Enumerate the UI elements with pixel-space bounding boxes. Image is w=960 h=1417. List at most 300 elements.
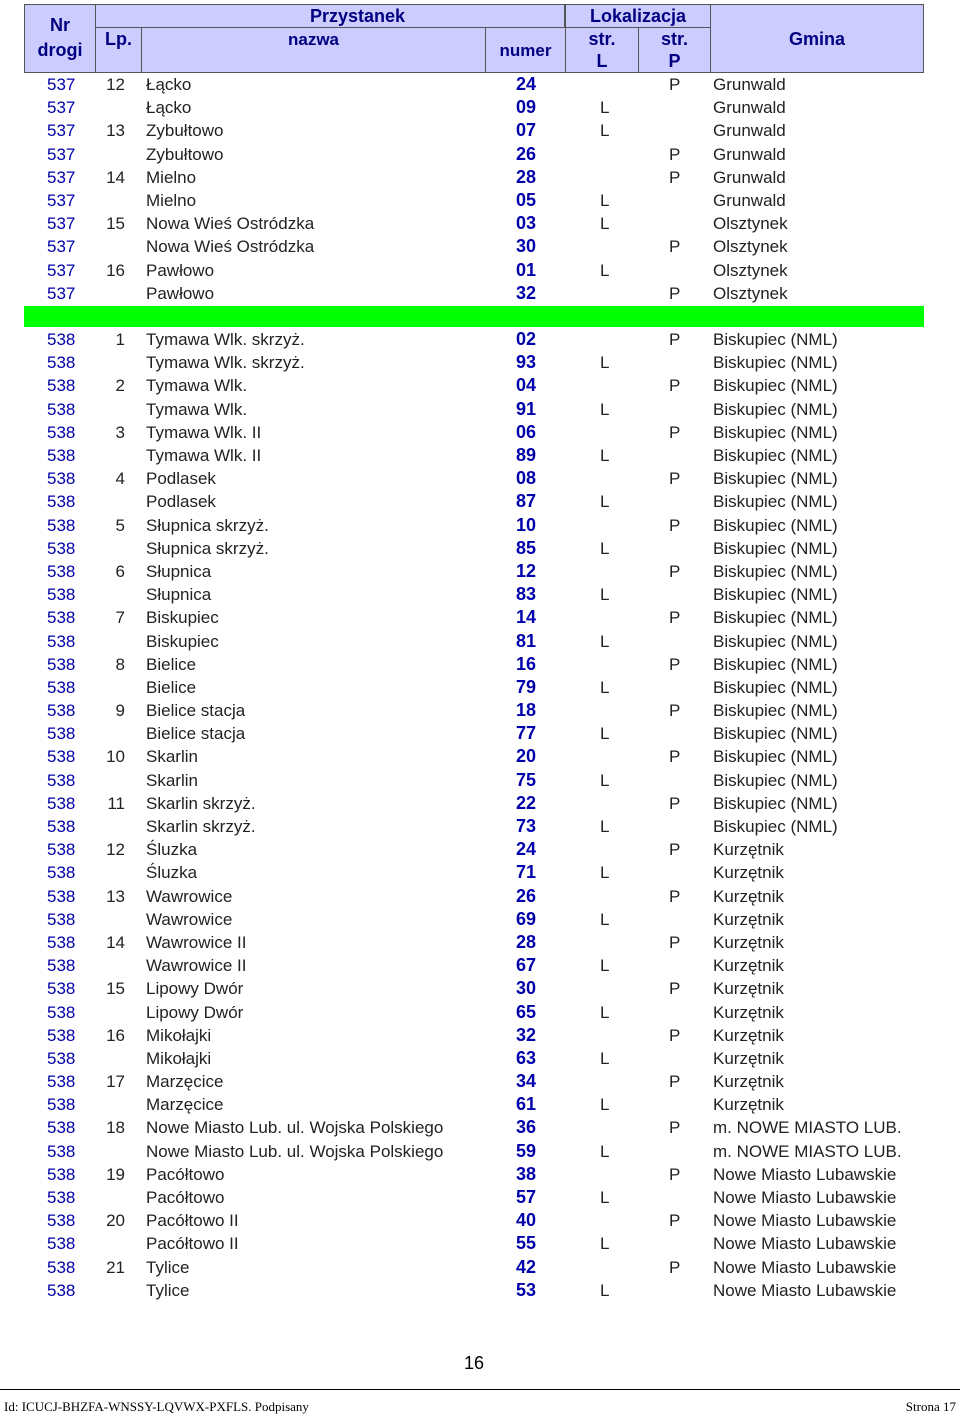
stop-number: 42 <box>516 1256 537 1277</box>
commune-name: Grunwald <box>713 167 786 187</box>
commune-name: Nowe Miasto Lubawskie <box>713 1188 897 1207</box>
road-number: 538 <box>47 817 76 836</box>
road-number: 538 <box>47 909 76 929</box>
table-row <box>0 374 960 397</box>
road-number: 538 <box>47 469 76 489</box>
table-row <box>0 514 960 537</box>
table-row <box>0 490 960 513</box>
road-number: 538 <box>47 1048 76 1068</box>
table-row <box>0 444 960 467</box>
side-left: L <box>600 585 610 605</box>
stop-lp: 15 <box>106 214 125 234</box>
stop-number: 10 <box>516 514 537 535</box>
stop-name: Lipowy Dwór <box>146 1002 244 1022</box>
stop-name: Tymawa Wlk. <box>146 376 248 396</box>
stop-lp: 15 <box>106 979 125 999</box>
stop-name: Nowa Wieś Ostródzka <box>146 214 315 234</box>
stop-number: 75 <box>516 769 537 790</box>
side-right: P <box>669 283 681 303</box>
stop-number: 03 <box>516 213 537 234</box>
side-right: P <box>669 608 681 628</box>
table-row <box>0 467 960 490</box>
commune-name: Grunwald <box>713 98 786 118</box>
road-number: 538 <box>47 1002 76 1022</box>
stop-number: 59 <box>516 1140 537 1161</box>
table-row <box>0 351 960 374</box>
commune-name: Biskupiec (NML) <box>713 399 838 419</box>
table-row <box>0 815 960 838</box>
stop-lp: 19 <box>106 1164 125 1184</box>
commune-name: Kurzętnik <box>713 863 784 883</box>
side-left: L <box>600 538 610 558</box>
commune-name: Biskupiec (NML) <box>713 608 838 628</box>
stop-name: Zybułtowo <box>146 144 224 164</box>
commune-name: Biskupiec (NML) <box>713 724 838 744</box>
commune-name: Kurzętnik <box>713 909 784 929</box>
road-number: 538 <box>47 585 76 605</box>
stop-name: Mikołajki <box>146 1048 212 1068</box>
stop-name: Słupnica <box>146 561 212 581</box>
commune-name: Nowe Miasto Lubawskie <box>713 1211 897 1231</box>
footer-page-label: Strona 17 <box>905 1399 956 1414</box>
commune-name: Grunwald <box>713 144 786 164</box>
table-row <box>0 421 960 444</box>
stop-name: Nowe Miasto Lub. ul. Wojska Polskiego <box>146 1141 444 1161</box>
side-left: L <box>600 353 610 373</box>
stop-number: 69 <box>516 908 537 929</box>
stop-name: Mikołajki <box>146 1025 212 1045</box>
side-right: P <box>669 793 681 813</box>
stop-name: Nowa Wieś Ostródzka <box>146 237 315 257</box>
side-left: L <box>600 909 610 929</box>
table-row <box>0 653 960 676</box>
header-lp-label: Lp. <box>105 29 132 49</box>
stop-number: 65 <box>516 1001 537 1022</box>
commune-name: Biskupiec (NML) <box>713 515 838 535</box>
stop-name: Skarlin <box>146 747 198 767</box>
stop-name: Tymawa Wlk. II <box>146 422 262 442</box>
commune-name: Biskupiec (NML) <box>713 677 838 697</box>
commune-name: Kurzętnik <box>713 1072 784 1092</box>
commune-name: Olsztynek <box>713 283 788 303</box>
road-number: 538 <box>47 1095 76 1115</box>
stop-number: 61 <box>516 1094 537 1115</box>
side-left: L <box>600 631 610 651</box>
commune-name: Kurzętnik <box>713 1048 784 1068</box>
stop-lp: 18 <box>106 1118 125 1138</box>
header-numer-label: numer <box>499 41 552 60</box>
stop-lp: 13 <box>106 121 125 141</box>
table-header <box>0 0 960 72</box>
side-left: L <box>600 121 610 141</box>
stop-lp: 4 <box>115 469 125 489</box>
stop-number: 12 <box>516 560 537 581</box>
table-row <box>0 676 960 699</box>
stop-number: 71 <box>516 862 537 883</box>
table-row <box>0 1186 960 1209</box>
road-number: 538 <box>47 932 76 952</box>
stop-number: 89 <box>516 445 537 465</box>
side-left: L <box>600 1048 610 1068</box>
stop-name: Łącko <box>146 98 192 118</box>
table-row <box>0 328 960 351</box>
stop-lp: 16 <box>106 1025 125 1045</box>
side-left: L <box>600 1188 610 1207</box>
road-number: 538 <box>47 353 76 373</box>
road-number: 538 <box>47 1025 76 1045</box>
stop-number: 28 <box>516 931 537 952</box>
road-number: 538 <box>47 1234 76 1254</box>
road-number: 538 <box>47 770 76 790</box>
stop-name: Skarlin skrzyż. <box>146 817 256 836</box>
road-number: 538 <box>47 724 76 744</box>
table-row <box>0 1001 960 1024</box>
table-row <box>0 606 960 629</box>
header-str-p-label: str. <box>660 29 689 49</box>
table-row <box>0 212 960 235</box>
stop-number: 57 <box>516 1187 537 1207</box>
stop-lp: 7 <box>115 608 125 628</box>
commune-name: Kurzętnik <box>713 932 784 952</box>
commune-name: Biskupiec (NML) <box>713 353 838 373</box>
road-number: 538 <box>47 492 76 512</box>
table-row <box>0 954 960 977</box>
side-left: L <box>600 817 610 836</box>
road-number: 537 <box>47 121 76 141</box>
side-right: P <box>669 701 681 721</box>
stop-number: 01 <box>516 259 537 280</box>
stop-number: 30 <box>516 236 537 257</box>
stop-lp: 11 <box>107 793 125 813</box>
commune-name: Biskupiec (NML) <box>713 330 838 350</box>
stop-name: Bielice <box>146 654 197 674</box>
side-left: L <box>600 98 610 118</box>
table-row <box>0 769 960 792</box>
table-row <box>0 282 960 305</box>
header-nr-label: Nr <box>49 15 70 35</box>
stop-lp: 17 <box>106 1072 125 1092</box>
table-row <box>0 189 960 212</box>
separator-bar <box>24 306 924 327</box>
commune-name: Nowe Miasto Lubawskie <box>713 1280 897 1300</box>
stop-name: Skarlin skrzyż. <box>146 793 256 813</box>
table-row <box>0 398 960 421</box>
table-row <box>0 1047 960 1070</box>
commune-name: Biskupiec (NML) <box>713 747 838 767</box>
stop-name: Słupnica skrzyż. <box>146 538 269 558</box>
table-row <box>0 885 960 908</box>
stop-lp: 13 <box>106 886 125 906</box>
road-number: 538 <box>47 793 76 813</box>
commune-name: Grunwald <box>713 190 786 210</box>
commune-name: Kurzętnik <box>713 840 784 860</box>
commune-name: Biskupiec (NML) <box>713 701 838 721</box>
commune-name: Biskupiec (NML) <box>713 585 838 605</box>
table-row <box>0 96 960 119</box>
stop-number: 77 <box>516 723 537 744</box>
stop-name: Tymawa Wlk. II <box>146 446 262 465</box>
stop-name: Pacółtowo <box>146 1164 225 1184</box>
commune-name: Nowe Miasto Lubawskie <box>713 1257 897 1277</box>
stop-number: 91 <box>516 398 537 419</box>
table-row <box>0 630 960 653</box>
stop-number: 30 <box>516 978 537 999</box>
commune-name: Biskupiec (NML) <box>713 538 838 558</box>
commune-name: Biskupiec (NML) <box>713 631 838 651</box>
commune-name: Kurzętnik <box>713 956 784 976</box>
side-right: P <box>669 376 681 396</box>
table-row <box>0 1093 960 1116</box>
commune-name: Biskupiec (NML) <box>713 561 838 581</box>
table-row <box>0 143 960 166</box>
stop-number: 85 <box>516 537 537 558</box>
side-left: L <box>600 399 610 419</box>
stop-lp: 21 <box>106 1257 125 1277</box>
stop-lp: 20 <box>106 1211 125 1231</box>
road-number: 538 <box>47 330 76 350</box>
road-number: 538 <box>47 863 76 883</box>
header-nazwa-label: nazwa <box>287 30 340 49</box>
stop-name: Wawrowice <box>146 886 233 906</box>
page-number: 16 <box>463 1353 485 1373</box>
stop-name: Skarlin <box>146 770 198 790</box>
stop-number: 04 <box>516 375 537 396</box>
commune-name: Olsztynek <box>713 260 788 280</box>
road-number: 537 <box>47 144 76 164</box>
stop-name: Tymawa Wlk. <box>146 399 248 419</box>
road-number: 538 <box>47 1257 76 1277</box>
commune-name: m. NOWE MIASTO LUB. <box>713 1141 902 1161</box>
commune-name: Biskupiec (NML) <box>713 817 838 836</box>
road-number: 538 <box>47 956 76 976</box>
commune-name: Biskupiec (NML) <box>713 492 838 512</box>
stop-number: 09 <box>516 97 537 118</box>
stop-name: Śluzka <box>146 840 198 860</box>
table-row <box>0 259 960 282</box>
road-number: 538 <box>47 422 76 442</box>
table-row <box>0 861 960 884</box>
road-number: 537 <box>47 214 76 234</box>
stop-name: Pawłowo <box>146 260 215 280</box>
stop-number: 26 <box>516 885 537 906</box>
road-number: 537 <box>47 283 76 303</box>
side-left: L <box>600 1095 610 1115</box>
side-right: P <box>669 1025 681 1045</box>
side-left: L <box>600 1280 610 1300</box>
stop-number: 40 <box>516 1210 537 1231</box>
stop-name: Pacółtowo II <box>146 1234 239 1254</box>
commune-name: Biskupiec (NML) <box>713 770 838 790</box>
road-number: 538 <box>47 1164 76 1184</box>
road-number: 537 <box>47 237 76 257</box>
stop-name: Łącko <box>146 75 192 94</box>
road-number: 537 <box>47 167 76 187</box>
stop-lp: 10 <box>106 747 125 767</box>
stop-lp: 5 <box>115 515 125 535</box>
header-przystanek-label: Przystanek <box>309 6 406 26</box>
stop-number: 67 <box>516 955 537 976</box>
side-right: P <box>669 237 681 257</box>
side-right: P <box>669 561 681 581</box>
table-row <box>0 1209 960 1232</box>
table-row <box>0 745 960 768</box>
side-right: P <box>669 1118 681 1138</box>
road-number: 538 <box>47 747 76 767</box>
header-p-label: P <box>668 51 681 71</box>
side-right: P <box>669 1072 681 1092</box>
commune-name: Biskupiec (NML) <box>713 793 838 813</box>
road-number: 538 <box>47 1211 76 1231</box>
stop-number: 36 <box>516 1117 537 1138</box>
side-right: P <box>669 932 681 952</box>
stop-number: 08 <box>516 468 537 489</box>
side-left: L <box>600 260 610 280</box>
side-right: P <box>669 840 681 860</box>
table-row <box>0 560 960 583</box>
road-number: 538 <box>47 1141 76 1161</box>
table-row <box>0 537 960 560</box>
table-row <box>0 119 960 142</box>
table-row <box>0 792 960 815</box>
table-row <box>0 1024 960 1047</box>
side-right: P <box>669 144 681 164</box>
commune-name: Biskupiec (NML) <box>713 654 838 674</box>
commune-name: Olsztynek <box>713 214 788 234</box>
stop-number: 63 <box>516 1047 537 1068</box>
stop-lp: 8 <box>115 654 125 674</box>
stop-name: Tylice <box>146 1257 190 1277</box>
road-number: 537 <box>47 98 76 118</box>
stop-name: Tylice <box>146 1280 190 1300</box>
stop-number: 55 <box>516 1233 537 1254</box>
commune-name: Biskupiec (NML) <box>713 376 838 396</box>
table-row <box>0 1070 960 1093</box>
side-right: P <box>669 1257 681 1277</box>
stop-lp: 12 <box>106 75 125 94</box>
stop-lp: 1 <box>115 330 125 350</box>
stop-name: Słupnica <box>146 585 212 605</box>
stop-name: Śluzka <box>146 863 198 883</box>
road-number: 538 <box>47 677 76 697</box>
commune-name: Kurzętnik <box>713 1095 784 1115</box>
stop-number: 32 <box>516 282 537 303</box>
stop-name: Nowe Miasto Lub. ul. Wojska Polskiego <box>146 1118 444 1138</box>
stop-number: 93 <box>516 352 537 373</box>
side-right: P <box>669 75 681 94</box>
side-left: L <box>600 1234 610 1254</box>
side-right: P <box>669 167 681 187</box>
stop-number: 38 <box>516 1163 537 1184</box>
road-number: 538 <box>47 840 76 860</box>
table-row <box>0 235 960 258</box>
side-left: L <box>600 446 610 465</box>
side-left: L <box>600 863 610 883</box>
stop-name: Pacółtowo <box>146 1188 225 1207</box>
commune-name: Kurzętnik <box>713 886 784 906</box>
table-row <box>0 583 960 606</box>
stop-lp: 14 <box>106 932 125 952</box>
stop-name: Lipowy Dwór <box>146 979 244 999</box>
commune-name: Biskupiec (NML) <box>713 469 838 489</box>
side-right: P <box>669 886 681 906</box>
stop-name: Pawłowo <box>146 283 215 303</box>
footer-document-id: Id: ICUCJ-BHZFA-WNSSY-LQVWX-PXFLS. Podpisany <box>4 1399 309 1414</box>
stop-name: Tymawa Wlk. skrzyż. <box>146 330 305 350</box>
stop-lp: 6 <box>115 561 125 581</box>
stop-number: 28 <box>516 166 537 187</box>
side-left: L <box>600 1141 610 1161</box>
road-number: 538 <box>47 561 76 581</box>
side-right: P <box>669 1164 681 1184</box>
stop-lp: 2 <box>115 376 125 396</box>
commune-name: m. NOWE MIASTO LUB. <box>713 1118 902 1138</box>
side-right: P <box>669 469 681 489</box>
stop-name: Podlasek <box>146 492 216 512</box>
header-l-label: L <box>596 51 608 71</box>
table-row <box>0 1163 960 1186</box>
side-right: P <box>669 747 681 767</box>
stop-name: Słupnica skrzyż. <box>146 515 269 535</box>
side-right: P <box>669 330 681 350</box>
stop-number: 02 <box>516 329 537 350</box>
side-left: L <box>600 677 610 697</box>
road-number: 537 <box>47 260 76 280</box>
header-str-l-label: str. <box>588 29 616 49</box>
road-number: 538 <box>47 631 76 651</box>
stop-name: Tymawa Wlk. skrzyż. <box>146 353 305 373</box>
side-right: P <box>669 515 681 535</box>
side-right: P <box>669 1211 681 1231</box>
road-number: 537 <box>47 75 76 94</box>
side-left: L <box>600 956 610 976</box>
stop-lp: 14 <box>106 167 125 187</box>
stop-number: 79 <box>516 676 537 697</box>
side-right: P <box>669 979 681 999</box>
side-right: P <box>669 654 681 674</box>
stop-lp: 12 <box>106 840 125 860</box>
commune-name: Grunwald <box>713 121 786 141</box>
side-left: L <box>600 1002 610 1022</box>
table-row <box>0 1116 960 1139</box>
table-row <box>0 166 960 189</box>
table-row <box>0 908 960 931</box>
commune-name: Biskupiec (NML) <box>713 446 838 465</box>
stop-name: Bielice stacja <box>146 724 246 744</box>
stop-name: Marzęcice <box>146 1072 224 1092</box>
stop-number: 20 <box>516 746 537 767</box>
stop-number: 34 <box>516 1071 537 1092</box>
commune-name: Biskupiec (NML) <box>713 422 838 442</box>
stops-table-body <box>0 73 960 1302</box>
commune-name: Kurzętnik <box>713 979 784 999</box>
stop-name: Marzęcice <box>146 1095 224 1115</box>
stop-number: 24 <box>516 74 537 94</box>
road-number: 538 <box>47 608 76 628</box>
stop-name: Wawrowice II <box>146 956 247 976</box>
stop-number: 16 <box>516 653 537 674</box>
road-number: 538 <box>47 538 76 558</box>
header-drogi-label: drogi <box>37 40 83 60</box>
commune-name: Nowe Miasto Lubawskie <box>713 1234 897 1254</box>
stop-name: Pacółtowo II <box>146 1211 239 1231</box>
stop-name: Wawrowice II <box>146 932 247 952</box>
table-row <box>0 1140 960 1163</box>
side-left: L <box>600 492 610 512</box>
road-separator <box>0 305 960 328</box>
stop-number: 81 <box>516 630 537 651</box>
table-row <box>0 838 960 861</box>
commune-name: Kurzętnik <box>713 1002 784 1022</box>
